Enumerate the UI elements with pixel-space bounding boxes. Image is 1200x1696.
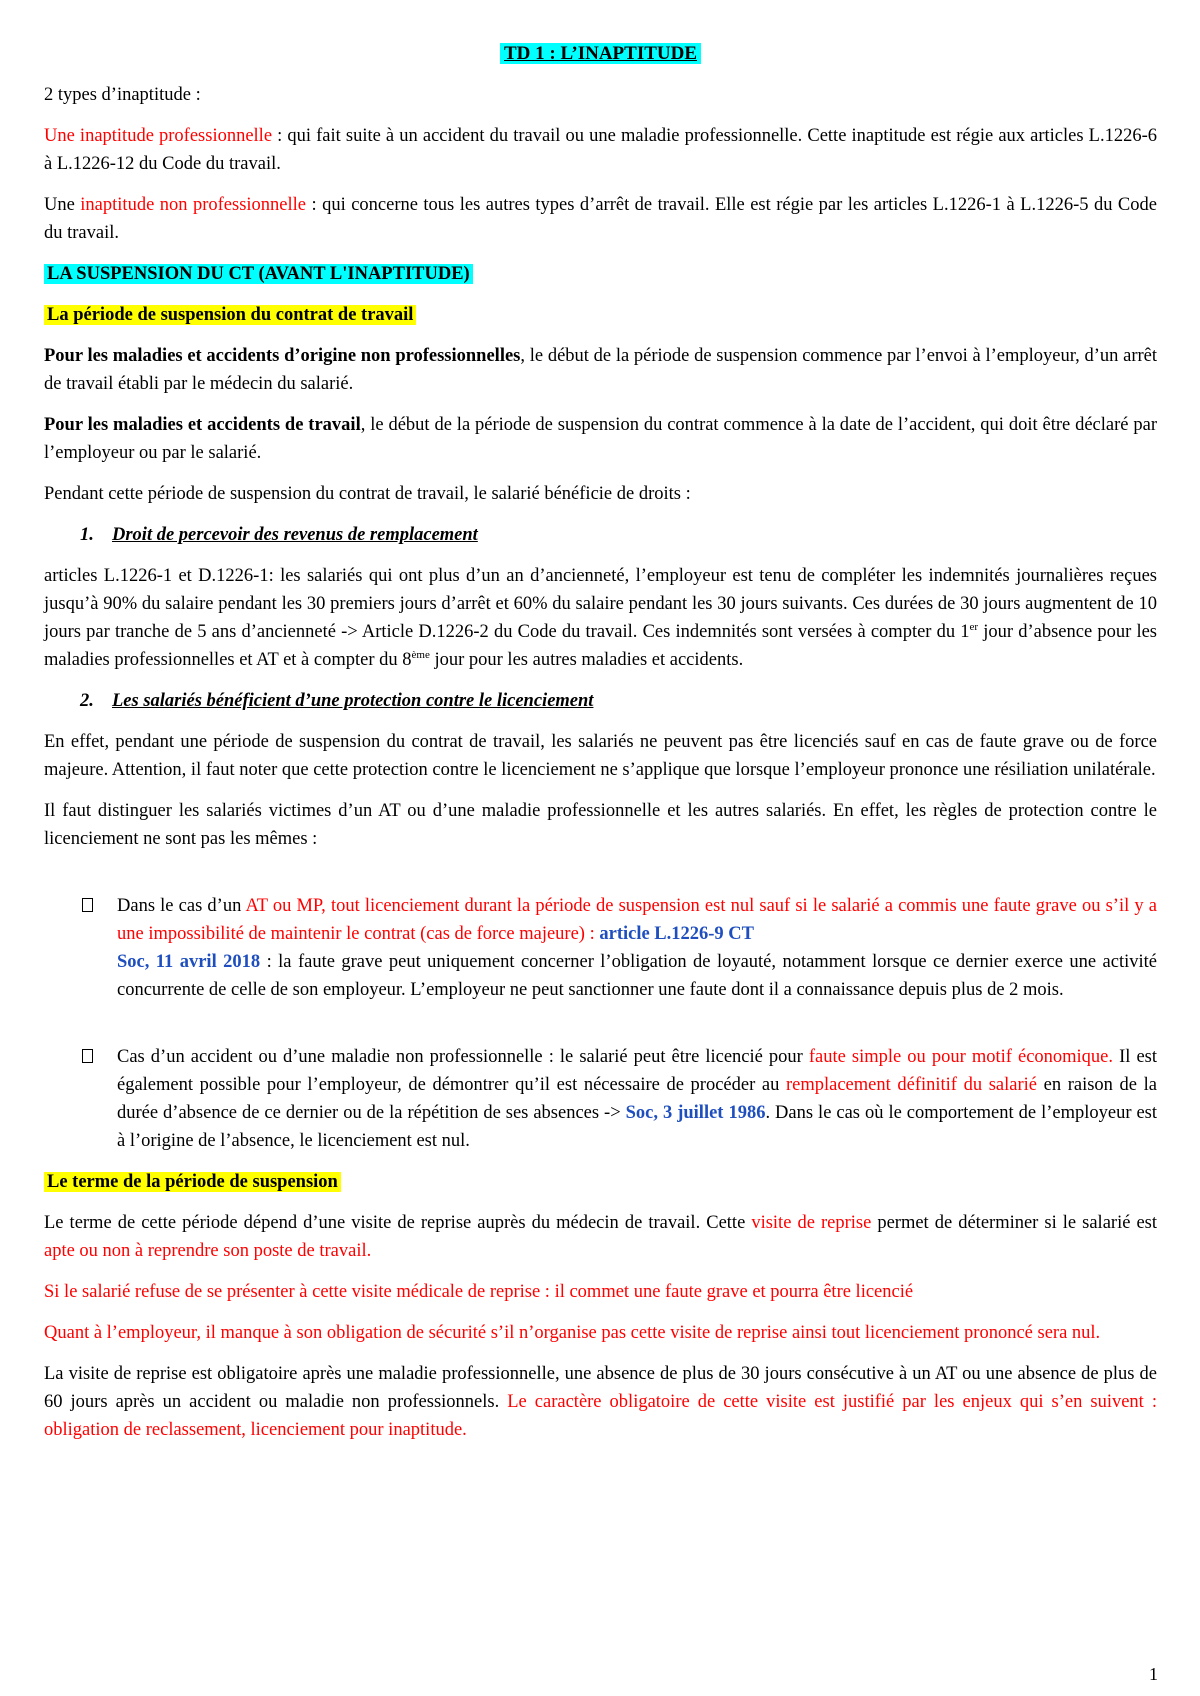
para-terme [44,1209,1157,1265]
type-pro-term: Une inaptitude professionnelle [44,126,273,146]
bullet1-case-ref: Soc, 11 avril 2018 [117,952,261,972]
bullet-box-icon [82,898,93,912]
terme-red-2: apte ou non à reprendre son poste de travail. [44,1241,372,1261]
para-droits: Pendant cette période de suspension du contrat de travail, le salarié bénéficie de droits : [44,484,691,504]
title-line [44,40,1157,68]
bullet1-text-b: : la faute grave peut uniquement concerner l’obligation de loyauté, notamment lorsque ce dernier exerce une activité concurrente de celle de son employeur. L’employeur ne peut sanctionner une faute dont il a connaissance depuis plus de 2 mois. [117,952,1157,1000]
type-professional [44,122,1157,178]
para-refus: Si le salarié refuse de se présenter à cette visite médicale de reprise : il commet une faute grave et pourra être licencié [44,1282,914,1302]
document-body [44,40,1157,1457]
bullet1-red-text: AT ou MP, tout licenciement durant la période de suspension est nul sauf si le salarié a commis une faute grave ou s’il y a une impossibilité de maintenir le contrat (cas de force majeure) : [117,896,1157,944]
numbered-item-2 [80,687,1157,715]
bullet2-case-ref: Soc, 3 juillet 1986 [625,1103,766,1123]
type-nonpro-text: : qui concerne tous les autres types d’arrêt de travail. Elle est régie par les articles L.1226-1 à L.1226-5 du Code du travail. [44,195,1157,243]
bullet2-text-b: Il est également possible pour l’employeur, de démontrer qu’il est nécessaire de procéder au [117,1047,1158,1095]
item-1-number: 1. [80,525,94,545]
page-title: TD 1 : L’INAPTITUDE [500,43,701,64]
bullet2-text-c: en raison de la durée d’absence de ce dernier ou de la répétition de ses absences -> [117,1075,1157,1123]
bullet1-text-a: Dans le cas d’un [117,896,246,916]
type-pro-text: : qui fait suite à un accident du travail ou une maladie professionnelle. Cette inaptitude est régie aux articles L.1226-6 à L.1226-12 du Code du travail. [44,126,1158,174]
para-pro [44,411,1157,467]
spacer [44,1017,1157,1043]
spacer [44,866,1157,892]
terme-red-1: visite de reprise [751,1213,872,1233]
type-nonpro-term: inaptitude non professionnelle [80,195,306,215]
section-heading: LA SUSPENSION DU CT (AVANT L'INAPTITUDE) [44,264,473,284]
section-heading-line [44,260,1157,288]
para-protection: En effet, pendant une période de suspension du contrat de travail, les salariés ne peuvent pas être licenciés sauf en cas de faute grave ou de force majeure. Attention, il faut noter que cette protection contre le licenciement ne s’applique que lorsque l’employeur prononce une résiliation unilatérale. [44,732,1157,780]
sub-heading-1-line [44,301,1157,329]
para-pro-bold: Pour les maladies et accidents de travail [44,415,361,435]
bullet-at-mp [44,892,1157,1004]
item-2-number: 2. [80,691,94,711]
obligatoire-red-text: Le caractère obligatoire de cette visite est justifié par les enjeux qui s’en suivent : obligation de reclassement, licenciement pour inaptitude. [44,1392,1157,1440]
obligatoire-text: La visite de reprise est obligatoire après une maladie professionnelle, une absence de plus de 30 jours consécutive à un AT ou une absence de plus de 60 jours après un accident ou maladie non professionnels. [44,1364,1157,1412]
para-nonpro-text: , le début de la période de suspension commence par l’envoi à l’employeur, d’un arrêt de travail établi par le médecin du salarié. [44,346,1157,394]
superscript-eme: ème [411,648,430,661]
terme-text-a: Le terme de cette période dépend d’une visite de reprise auprès du médecin de travail. Cette [44,1213,752,1233]
bullet-box-icon [82,1049,93,1063]
para-employeur: Quant à l’employeur, il manque à son obligation de sécurité s’il n’organise pas cette visite de reprise ainsi tout licenciement prononcé sera nul. [44,1323,1101,1343]
bullet2-text-a: Cas d’un accident ou d’une maladie non professionnelle : le salarié peut être licencié pour [117,1047,809,1067]
type-nonpro-prefix: Une [44,195,81,215]
bullet2-red-text-2: remplacement définitif du salarié [785,1075,1037,1095]
page-number: 1 [1149,1664,1158,1684]
sub-heading-suspension: La période de suspension du contrat de travail [44,305,416,325]
revenus-text-c: jour pour les autres maladies et accidents. [429,650,744,670]
bullet-non-pro [44,1043,1157,1155]
para-obligatoire [44,1360,1157,1444]
sub-heading-terme: Le terme de la période de suspension [44,1172,341,1192]
para-nonpro-bold: Pour les maladies et accidents d’origine non professionnelles [44,346,521,366]
para-revenus [44,562,1157,674]
intro: 2 types d’inaptitude : [44,85,201,105]
type-non-professional [44,191,1157,247]
numbered-item-1 [80,521,1157,549]
item-1-text: Droit de percevoir des revenus de remplacement [112,525,478,545]
para-pro-text: , le début de la période de suspension du contrat commence à la date de l’accident, qui doit être déclaré par l’employeur ou par le salarié. [44,415,1157,463]
revenus-text-a: articles L.1226-1 et D.1226-1: les salariés qui ont plus d’un an d’ancienneté, l’employeur est tenu de compléter les indemnités journalières reçues jusqu’à 90% du salaire pendant les 30 premiers jours d’arrêt et 60% du salaire pendant les 30 jours suivants. Ces durées de 30 jours augmentent de 10 jours par tranche de 5 ans d’ancienneté -> Article D.1226-2 du Code du travail. Ces indemnités sont versées à compter du 1 [44,566,1157,642]
para-nonpro [44,342,1157,398]
item-2-text: Les salariés bénéficient d’une protection contre le licenciement [112,691,594,711]
bullet1-article-ref: article L.1226-9 CT [599,924,755,944]
bullet2-text-d: . Dans le cas où le comportement de l’employeur est à l’origine de l’absence, le licenciement est nul. [117,1103,1158,1151]
terme-text-b: permet de déterminer si le salarié est [871,1213,1158,1233]
para-distinguer: Il faut distinguer les salariés victimes d’un AT ou d’une maladie professionnelle et les autres salariés. En effet, les règles de protection contre le licenciement ne sont pas les mêmes : [44,801,1157,849]
sub-heading-2-line [44,1168,1157,1196]
revenus-text-b: jour d’absence pour les maladies professionnelles et AT et à compter du 8 [44,622,1157,670]
bullet2-red-text-1: faute simple ou pour motif économique. [808,1047,1114,1067]
superscript-er: er [969,620,979,633]
